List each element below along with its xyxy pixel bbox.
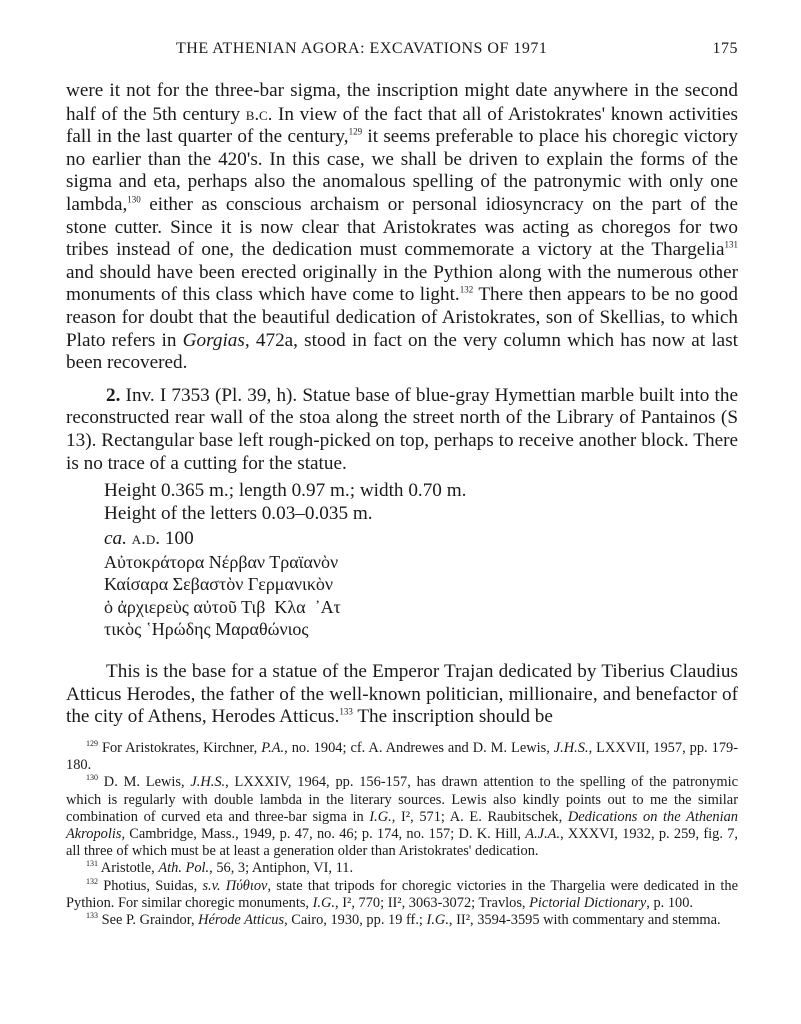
paragraph-item-2: 2. Inv. I 7353 (Pl. 39, h). Statue base of blue-gray Hymettian marble built into the reconstructed rear wall of the stoa along the street north of the Library of Pantainos (S 13). Rectangular base left rough-picked on top, perhaps to receive another block. There is no trace of a cutting for the statue. xyxy=(66,384,738,474)
inscription-line: ὁ ἀρχιερεὺς αὐτοῦ Τιβ Κλα ᾿Ατ xyxy=(104,596,341,617)
running-title: THE ATHENIAN AGORA: EXCAVATIONS OF 1971 xyxy=(176,40,548,57)
footnote-132: $^{132}$ Photius, Suidas, s.v. Πύθιον, state that tripods for choregic victories in the Thargelia were dedicated in the Pythion. For similar choregic monuments, I.G., I², 770; II², 3063-3072; Travlos, Pictorial Dictionary, p. 100. xyxy=(66,876,738,911)
inscription-line: τικὸς ῾Ηρώδης Μαραθώνιος xyxy=(104,619,309,639)
paragraph-aristokrates: were it not for the three-bar sigma, the inscription might date anywhere in the second half of the 5th century b.c. In view of the fact that all of Aristokrates' known activities fall in the last quarter of the century,$^{129}$ it seems preferable to place his choregic victory no earlier than the 420's. In this case, we shall be driven to explain the forms of the sigma and eta, perhaps also the anomalous spelling of the patronymic with only one lambda,$^{130}$ either as conscious archaism or personal idiosyncracy on the part of the stone cutter. Since it is now clear that Aristokrates was acting as choregos for two tribes instead of one, the dedication must commemorate a victory at the Thargelia$^{131}$ and should have been erected originally in the Pythion along with the numerous other monuments of this class which have come to light.$^{132}$ There then appears to be no good reason for doubt that the beautiful dedication of Aristokrates, son of Skellias, to which Plato refers in Gorgias, 472a, stood in fact on the very column which has now at last been recovered. xyxy=(66,80,738,374)
footnote-ref-132[interactable]: 132 xyxy=(459,284,474,295)
dimensions-block xyxy=(104,480,466,525)
letter-height-line: Height of the letters 0.03–0.035 m. xyxy=(104,502,373,524)
footnote-ref-129[interactable]: 129 xyxy=(348,126,363,137)
inscription-block xyxy=(104,528,341,641)
inscription-line: Αὐτοκράτορα Νέρβαν Τραϊανὸν xyxy=(104,551,339,572)
era-abbreviation: b.c. xyxy=(245,103,273,124)
paragraph-trajan: This is the base for a statue of the Emperor Trajan dedicated by Tiberius Claudius Atticus Herodes, the father of the well-known politician, millionaire, and benefactor of the city of Athens, Herodes Atticus.$^{133}$ The inscription should be xyxy=(66,661,738,728)
page xyxy=(66,0,738,1024)
dimensions-line: Height 0.365 m.; length 0.97 m.; width 0.70 m. xyxy=(104,480,467,501)
footnotes xyxy=(66,740,738,929)
footnote-ref-131[interactable]: 131 xyxy=(724,239,738,250)
main-text xyxy=(66,80,738,475)
footnote-130: $^{130}$ D. M. Lewis, J.H.S., LXXXIV, 1964, pp. 156-157, has drawn attention to the spelling of the patronymic which is regularly with double lambda in the literary sources. Lewis also kindly points out to me the similar combination of curved eta and three-bar sigma in I.G., I², 571; A. E. Raubitschek, Dedications on the Athenian Akropolis, Cambridge, Mass., 1949, p. 47, no. 46; p. 174, no. 157; D. K. Hill, A.J.A., XXXVI, 1932, p. 259, fig. 7, all three of which must be at least a generation older than Aristokrates' dedication. xyxy=(66,773,738,860)
item-number: 2. xyxy=(106,384,121,406)
footnote-131: $^{131}$ Aristotle, Ath. Pol., 56, 3; Antiphon, VI, 11. xyxy=(86,859,354,877)
work-title-gorgias: Gorgias, xyxy=(182,329,250,351)
footnote-133: $^{133}$ See P. Graindor, Hérode Atticus, Cairo, 1930, pp. 19 ff.; I.G., II², 3594-3595 with commentary and stemma. xyxy=(86,911,721,929)
inscription-line: Καίσαρα Σεβαστὸν Γερμανικὸν xyxy=(104,574,334,594)
running-header xyxy=(66,40,738,64)
footnote-ref-133[interactable]: 133 xyxy=(339,706,353,717)
footnote-ref-130[interactable]: 130 xyxy=(127,194,141,205)
page-number: 175 xyxy=(712,40,738,57)
footnote-129: $^{129}$ For Aristokrates, Kirchner, P.A., no. 1904; cf. A. Andrewes and D. M. Lewis, J.H.S., LXXVII, 1957, pp. 179-180. xyxy=(66,739,738,774)
inscription-date: ca. a.d. 100 xyxy=(104,528,194,549)
